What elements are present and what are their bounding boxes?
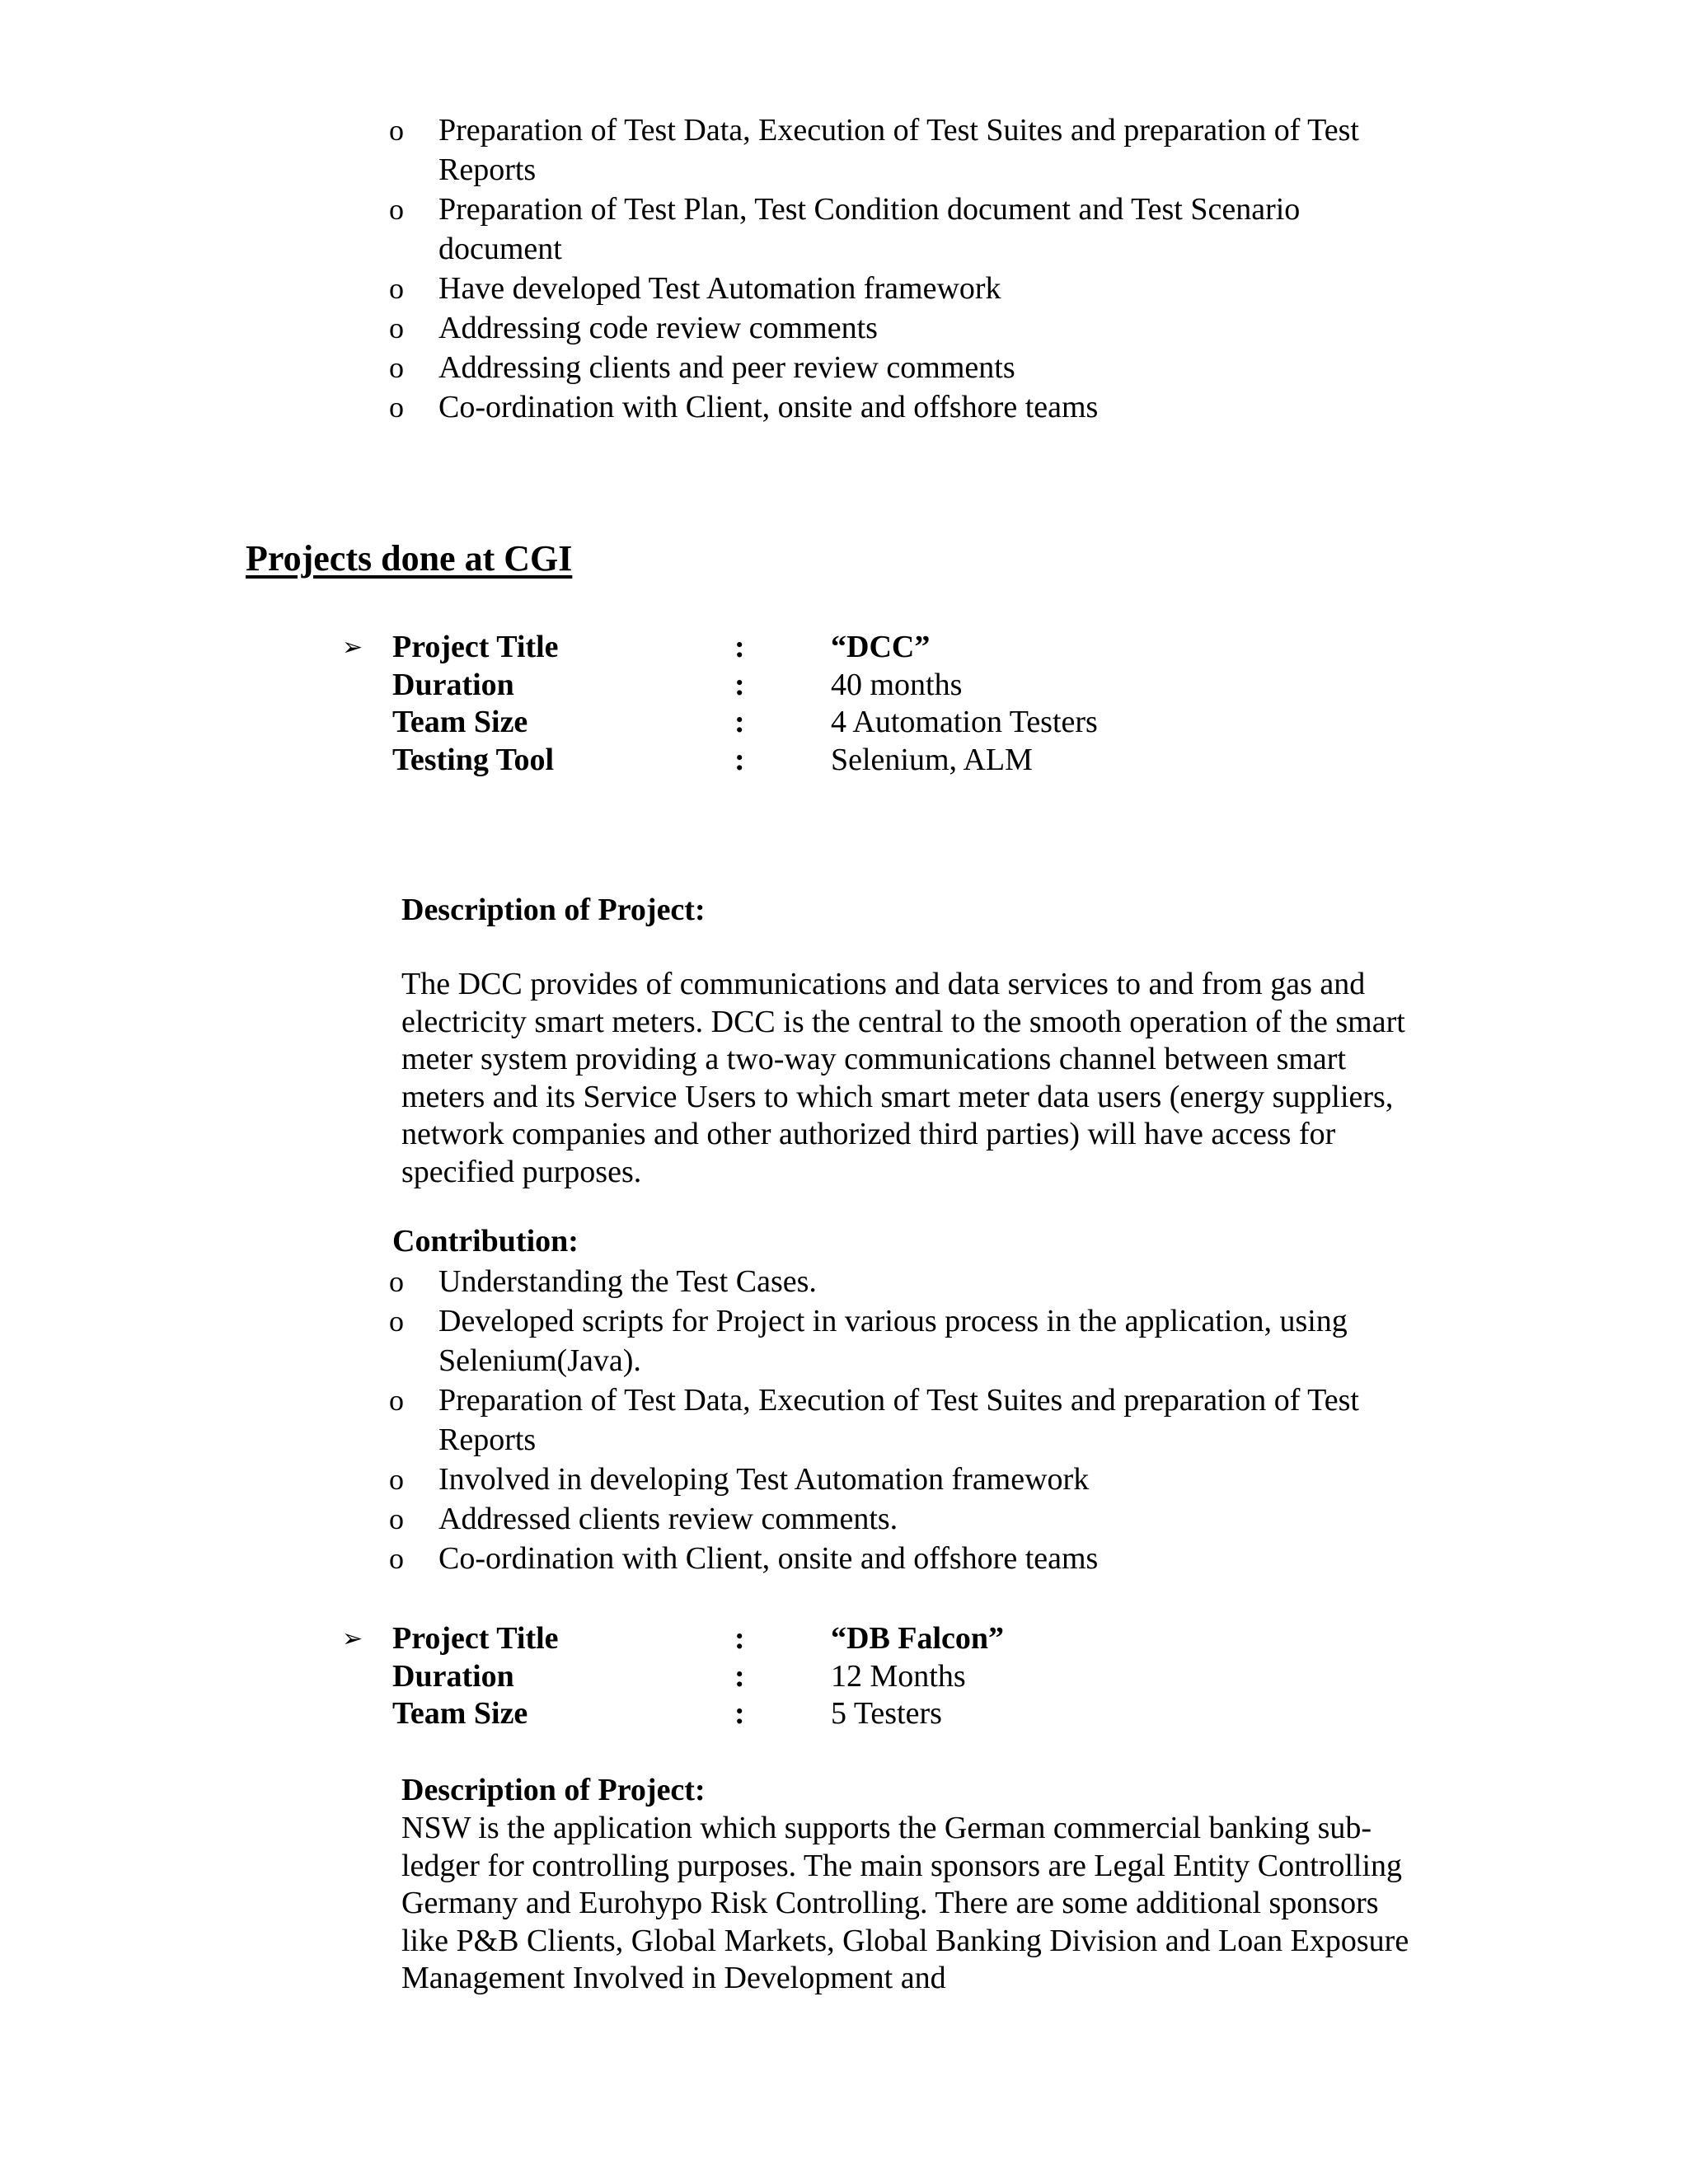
list-item: o Involved in developing Test Automation framework	[0, 1460, 1411, 1499]
duration-value: 12 Months	[831, 1658, 966, 1694]
hollow-bullet-icon: o	[389, 1384, 404, 1417]
field-colon: :	[734, 1696, 745, 1731]
hollow-bullet-icon: o	[389, 1265, 404, 1298]
hollow-bullet-icon: o	[389, 114, 404, 147]
field-label: Duration	[392, 667, 514, 702]
team-size-value: 4 Automation Testers	[831, 705, 1098, 739]
field-colon: :	[734, 742, 745, 777]
project-description: NSW is the application which supports the German commercial banking sub-ledger for controlling purposes. The main sponsors are Legal Entity Controlling Germany and Eurohypo Risk Controlling. There are some additional sponsors like P&B Clients, Global Markets, Global Banking Division and Loan Exposure Management Involved in Development and	[401, 1811, 1409, 1995]
project-title-value: “DB Falcon”	[831, 1621, 1005, 1656]
hollow-bullet-icon: o	[389, 193, 404, 226]
hollow-bullet-icon: o	[389, 272, 404, 305]
list-item: o Addressing code review comments	[0, 308, 1411, 348]
responsibilities-list	[0, 110, 1411, 427]
field-colon: :	[734, 1621, 745, 1656]
list-item: o Addressing clients and peer review comments	[0, 348, 1411, 387]
field-colon: :	[734, 667, 745, 702]
description-heading: Description of Project:	[401, 893, 706, 927]
testing-tool-value: Selenium, ALM	[831, 742, 1033, 777]
hollow-bullet-icon: o	[389, 1502, 404, 1535]
project-title-value: “DCC”	[831, 630, 931, 664]
list-item: o Preparation of Test Data, Execution of Test Suites and preparation of Test Reports	[0, 110, 1411, 190]
hollow-bullet-icon: o	[389, 1305, 404, 1338]
list-item: o Preparation of Test Plan, Test Condition document and Test Scenario document	[0, 190, 1411, 269]
hollow-bullet-icon: o	[389, 1463, 404, 1496]
list-item: o Developed scripts for Project in various process in the application, using Selenium(Java).	[0, 1301, 1411, 1380]
duration-value: 40 months	[831, 667, 963, 702]
field-colon: :	[734, 705, 745, 739]
list-item: o Have developed Test Automation framework	[0, 269, 1411, 308]
field-label: Team Size	[392, 705, 528, 739]
list-item: o Understanding the Test Cases.	[0, 1262, 1411, 1301]
hollow-bullet-icon: o	[389, 1542, 404, 1575]
arrow-bullet-icon: ➢	[342, 633, 363, 662]
field-label: Testing Tool	[392, 742, 555, 777]
description-heading: Description of Project:	[401, 1773, 706, 1807]
field-label: Project Title	[392, 1621, 559, 1656]
section-heading: Projects done at CGI	[246, 538, 573, 579]
field-label: Project Title	[392, 630, 559, 664]
hollow-bullet-icon: o	[389, 312, 404, 344]
arrow-bullet-icon: ➢	[342, 1624, 363, 1653]
team-size-value: 5 Testers	[831, 1696, 942, 1731]
field-colon: :	[734, 630, 745, 664]
list-item: o Co-ordination with Client, onsite and offshore teams	[0, 1539, 1411, 1578]
project-description: The DCC provides of communications and data services to and from gas and electricity smart meters. DCC is the central to the smooth operation of the smart meter system providing a two-way communications channel between smart meters and its Service Users to which smart meter data users (energy suppliers, network companies and other authorized third parties) will have access for specified purposes.	[401, 967, 1405, 1189]
field-label: Duration	[392, 1658, 514, 1694]
field-label: Team Size	[392, 1696, 528, 1731]
list-item: o Preparation of Test Data, Execution of Test Suites and preparation of Test Reports	[0, 1380, 1411, 1460]
list-item: o Addressed clients review comments.	[0, 1499, 1411, 1539]
contribution-list	[0, 1262, 1411, 1578]
list-item: o Co-ordination with Client, onsite and offshore teams	[0, 387, 1411, 427]
contribution-heading: Contribution:	[392, 1224, 579, 1258]
hollow-bullet-icon: o	[389, 351, 404, 384]
field-colon: :	[734, 1658, 745, 1694]
hollow-bullet-icon: o	[389, 391, 404, 424]
